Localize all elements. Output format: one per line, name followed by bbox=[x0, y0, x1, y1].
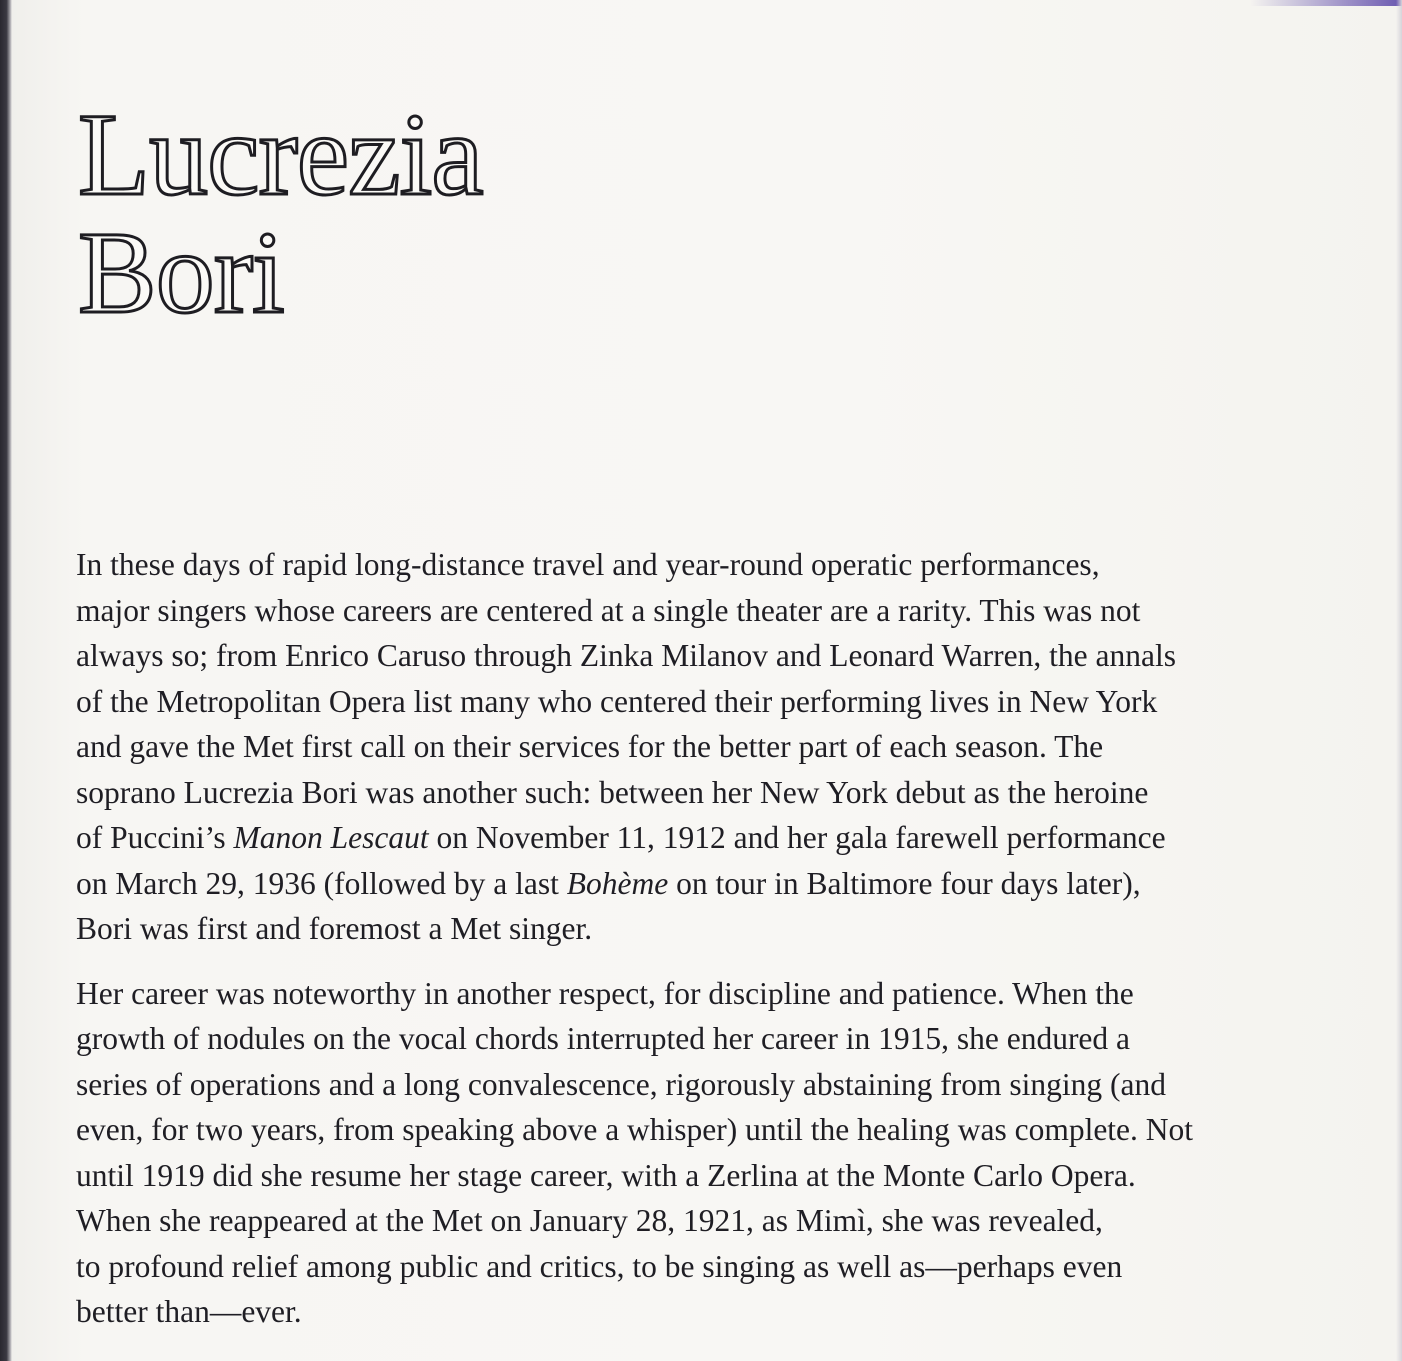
paragraph-1 bbox=[76, 542, 1366, 952]
text-run: on tour in Baltimore four days later), bbox=[668, 865, 1141, 901]
title-line-1: Lucrezia bbox=[78, 89, 483, 220]
title-line-2: Bori bbox=[78, 207, 284, 338]
text-line: Her career was noteworthy in another respect, for discipline and patience. When the bbox=[76, 975, 1134, 1011]
paragraph-2 bbox=[76, 971, 1366, 1335]
text-run: on November 11, 1912 and her gala farewell performance bbox=[428, 820, 1166, 855]
text-line: even, for two years, from speaking above a whisper) until the healing was complete. Not bbox=[76, 1112, 1194, 1147]
page-top-edge bbox=[1250, 0, 1402, 6]
text-line: major singers whose careers are centered at a single theater are a rarity. This was not bbox=[76, 592, 1141, 628]
text-line: Bori was first and foremost a Met singer. bbox=[76, 911, 593, 946]
text-line: until 1919 did she resume her stage career, with a Zerlina at the Monte Carlo Opera. bbox=[76, 1157, 1136, 1193]
text-run: on March 29, 1936 (followed by a last bbox=[76, 865, 567, 901]
text-line bbox=[76, 815, 1366, 861]
text-line: and gave the Met first call on their services for the better part of each season. The bbox=[76, 729, 1104, 764]
text-line: of the Metropolitan Opera list many who centered their performing lives in New York bbox=[76, 683, 1158, 719]
opera-title-manon-lescaut: Manon Lescaut bbox=[233, 820, 429, 855]
page-binding-edge bbox=[0, 0, 12, 1361]
article-body bbox=[76, 542, 1366, 1335]
text-run: of Puccini’s bbox=[76, 820, 234, 855]
text-line: When she reappeared at the Met on January 28, 1921, as Mimì, she was revealed, bbox=[76, 1203, 1103, 1238]
text-line: In these days of rapid long-distance travel and year-round operatic performances, bbox=[76, 547, 1100, 582]
page-title bbox=[78, 89, 483, 338]
opera-title-boheme: Bohème bbox=[566, 865, 669, 901]
text-line: better than—ever. bbox=[76, 1294, 302, 1329]
text-line: growth of nodules on the vocal chords interrupted her career in 1915, she endured a bbox=[76, 1021, 1131, 1056]
text-line: series of operations and a long convalescence, rigorously abstaining from singing (and bbox=[76, 1066, 1166, 1102]
text-line bbox=[76, 861, 1366, 907]
text-line: always so; from Enrico Caruso through Zinka Milanov and Leonard Warren, the annals bbox=[76, 638, 1176, 673]
text-line: soprano Lucrezia Bori was another such: between her New York debut as the heroine bbox=[76, 774, 1149, 810]
text-line: to profound relief among public and critics, to be singing as well as—perhaps even bbox=[76, 1248, 1123, 1284]
page-right-edge bbox=[1396, 0, 1402, 1361]
